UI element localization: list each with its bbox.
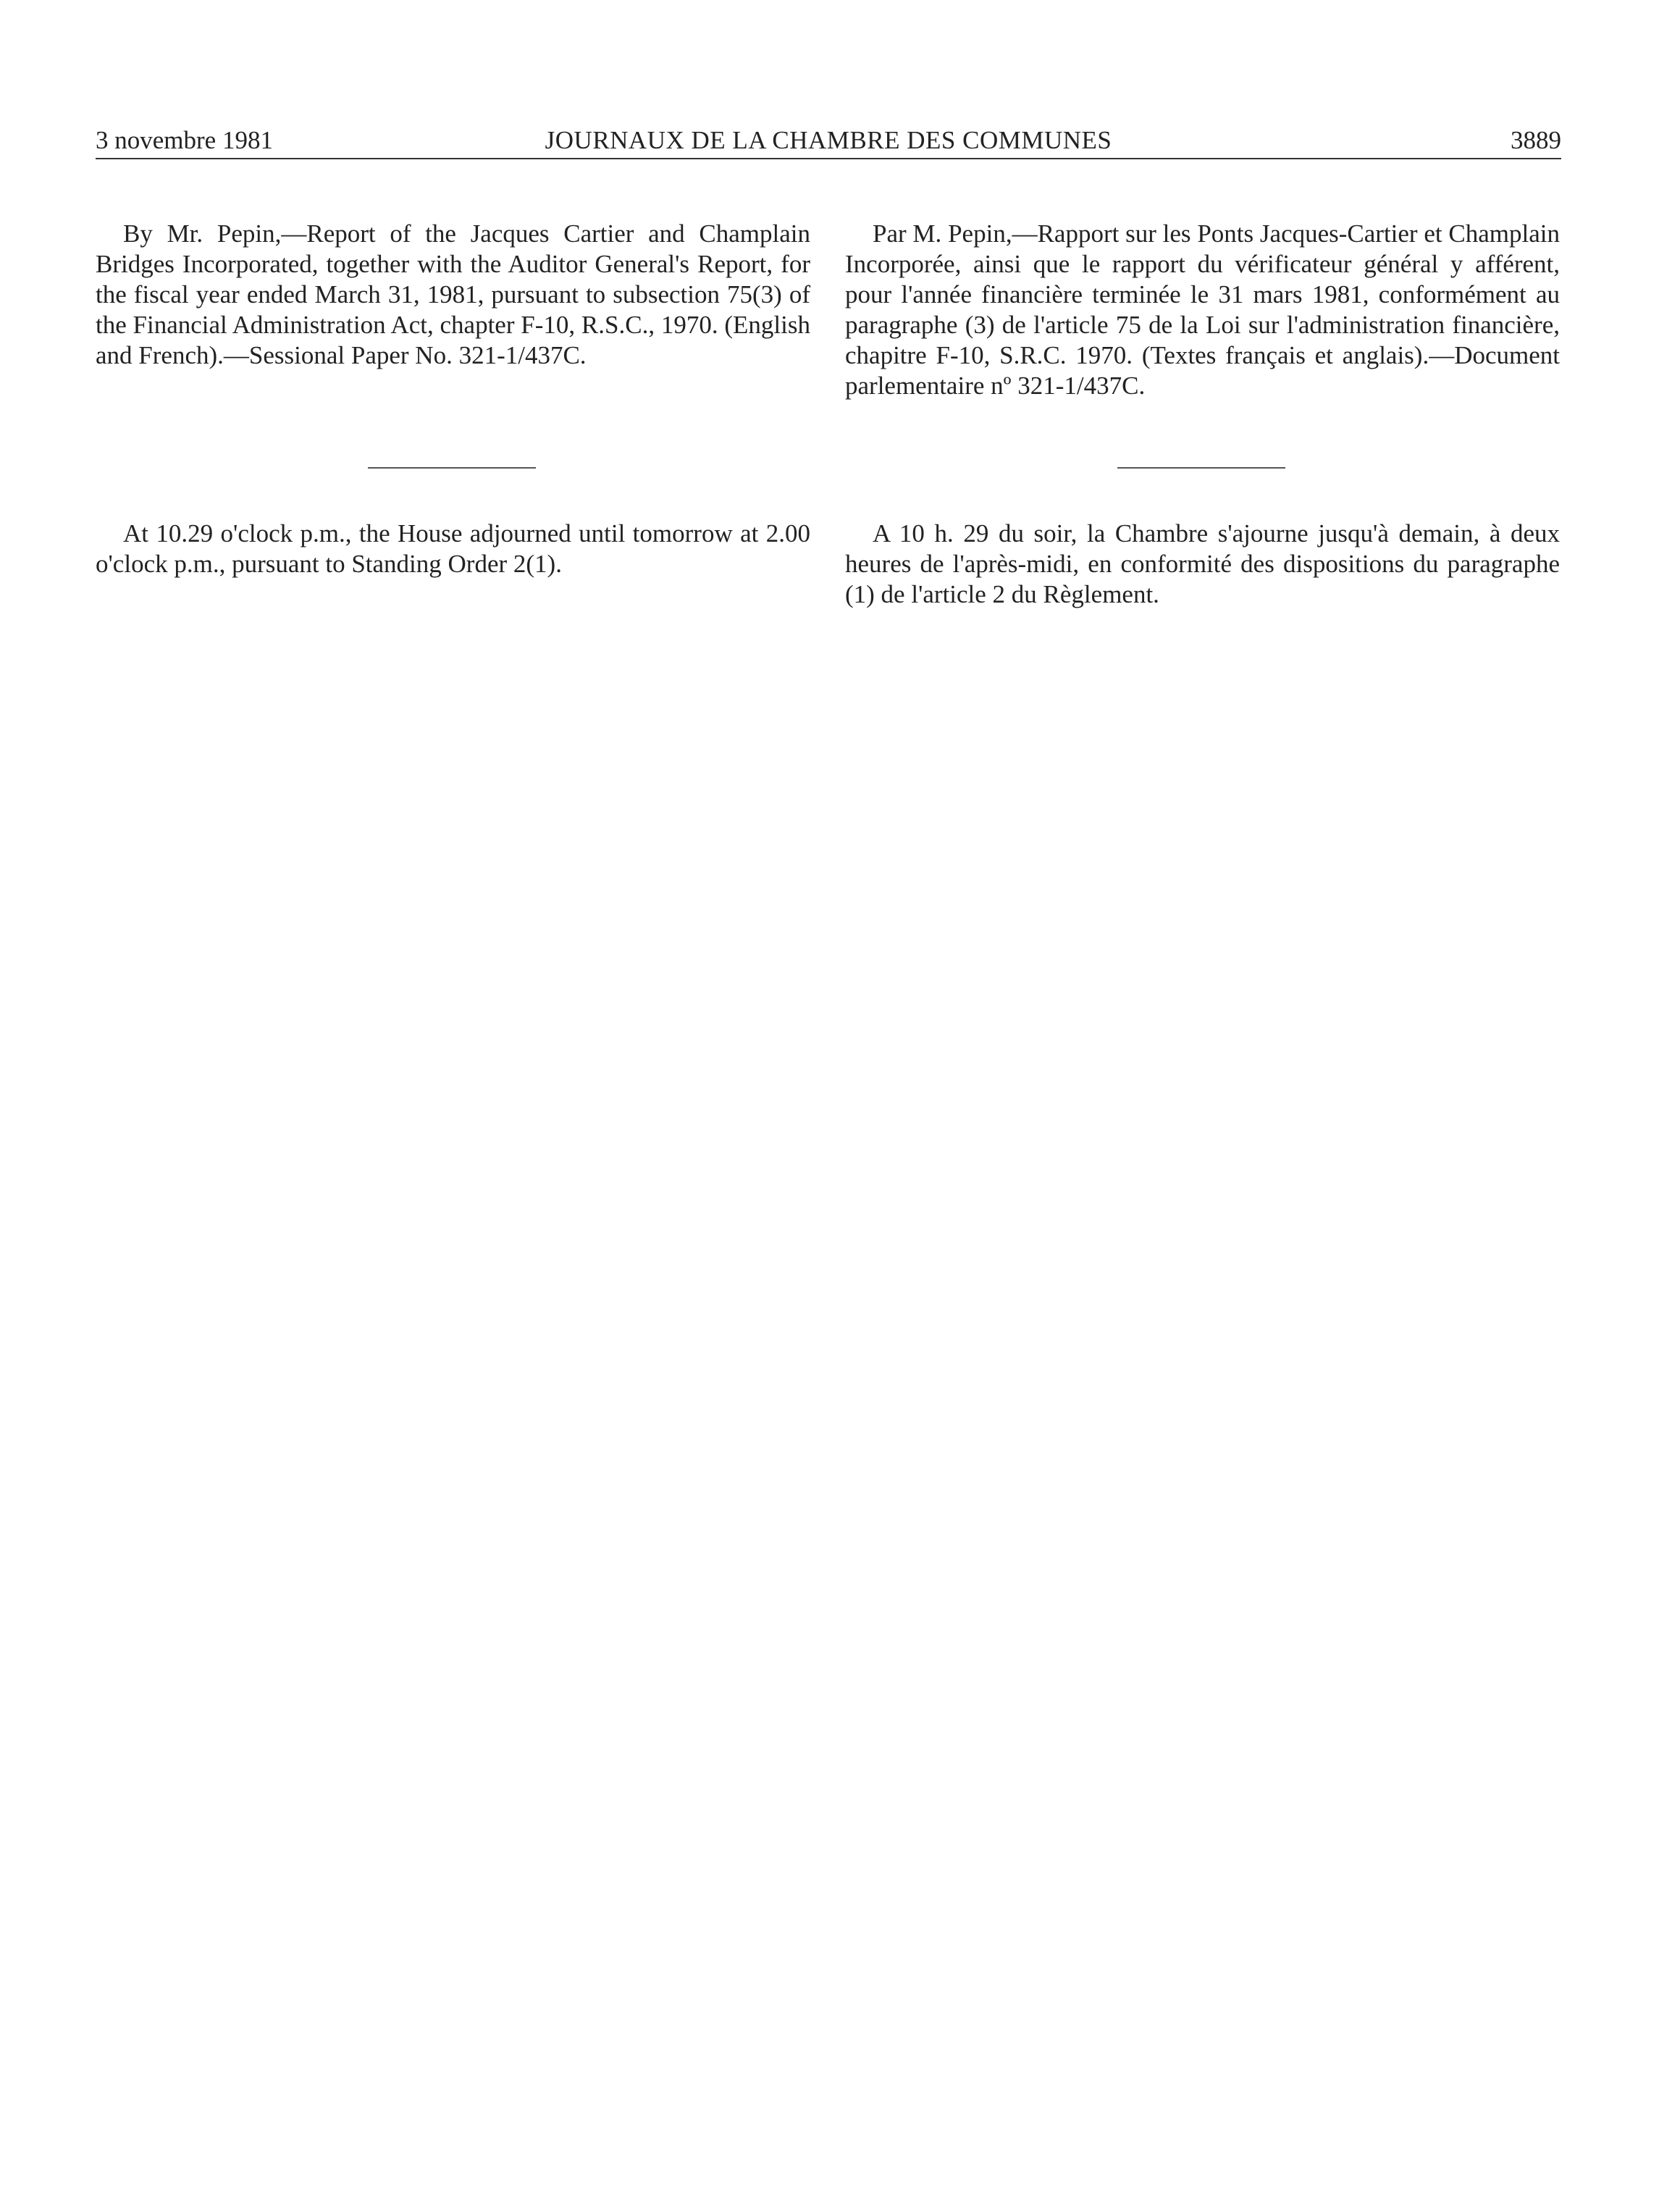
- english-report-entry: [96, 219, 810, 371]
- english-adjournment-entry: [96, 519, 810, 579]
- english-adjournment-paragraph: At 10.29 o'clock p.m., the House adjourned until tomorrow at 2.00 o'clock p.m., pursuant to Standing Order 2(1).: [96, 519, 810, 578]
- french-adjournment-entry: [845, 519, 1560, 610]
- running-header: [96, 122, 1561, 159]
- header-rule: [96, 158, 1561, 159]
- french-adjournment-paragraph: A 10 h. 29 du soir, la Chambre s'ajourne jusqu'à demain, à deux heures de l'après-midi, en conformité des dispositions du paragraphe (1) de l'article 2 du Règlement.: [845, 519, 1560, 608]
- french-report-paragraph: Par M. Pepin,—Rapport sur les Ponts Jacques-Cartier et Champlain Incorporée, ainsi que le rapport du vérificateur général y afférent, pour l'année financière terminée le 31 mars 1981, conformément au paragraphe (3) de l'article 75 de la Loi sur l'administration financière, chapitre F-10, S.R.C. 1970. (Textes français et anglais).—Document parlementaire nº 321-1/437C.: [845, 219, 1560, 400]
- english-report-paragraph: By Mr. Pepin,—Report of the Jacques Cartier and Champlain Bridges Incorporated, together with the Auditor General's Report, for the fiscal year ended March 31, 1981, pursuant to subsection 75(3) of the Financial Administration Act, chapter F-10, R.S.C., 1970. (English and French).—Sessional Paper No. 321-1/437C.: [96, 219, 810, 369]
- header-date: 3 novembre 1981: [96, 126, 273, 154]
- page-number: 3889: [1511, 126, 1561, 154]
- english-section-divider: [368, 467, 536, 469]
- french-report-entry: [845, 219, 1560, 401]
- journal-title: JOURNAUX DE LA CHAMBRE DES COMMUNES: [545, 126, 1112, 154]
- french-section-divider: [1117, 467, 1285, 469]
